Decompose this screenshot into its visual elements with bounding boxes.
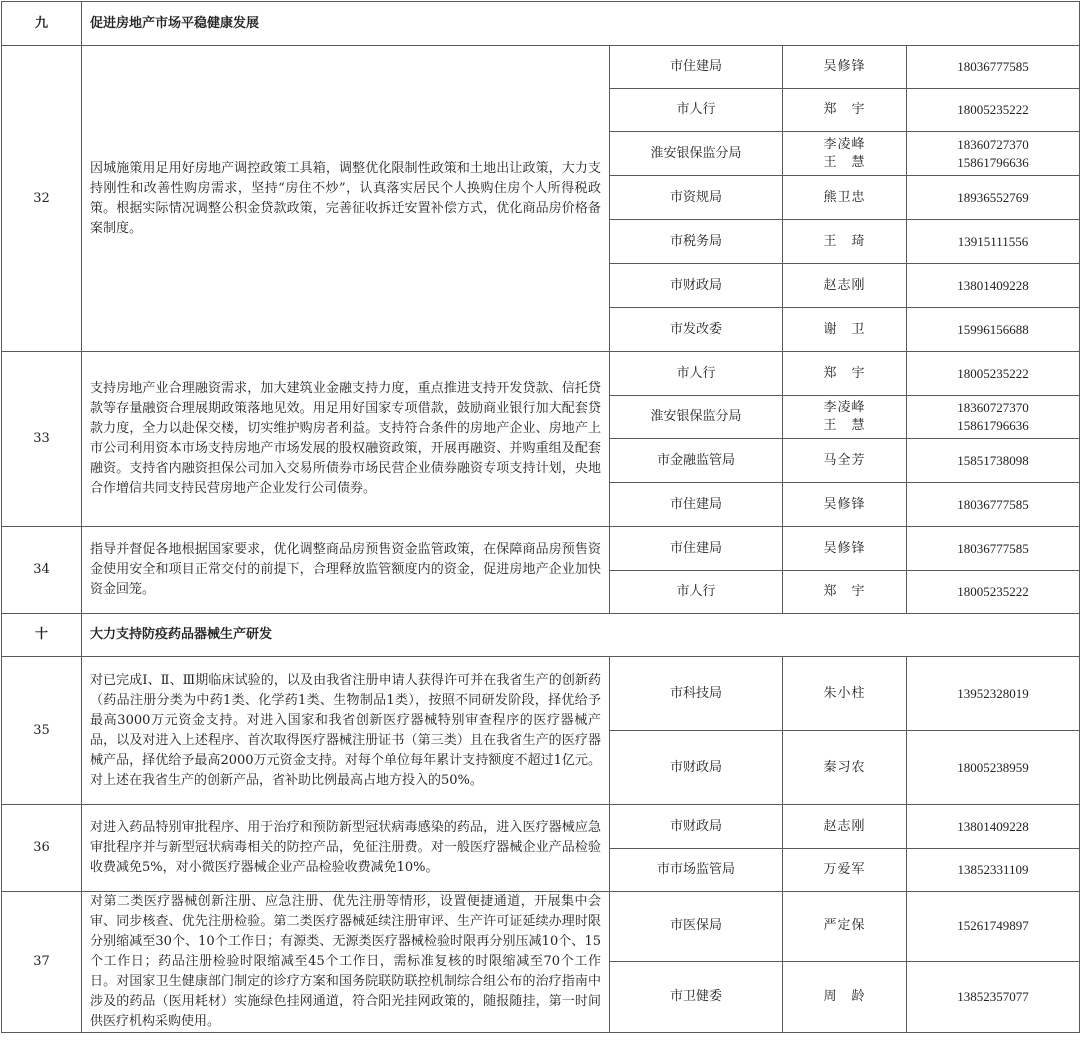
contact-phone: 18036777585 — [957, 540, 1029, 556]
contact-person-cell — [783, 805, 907, 849]
responsible-agency: 市资规局 — [610, 176, 783, 220]
item-number: 37 — [2, 892, 82, 1033]
contact-person-cell — [783, 731, 907, 805]
contact-row — [2, 527, 1080, 571]
contact-person-cell — [783, 308, 907, 352]
contact-person: 李凌峰 — [823, 400, 866, 415]
responsible-agency: 市人行 — [610, 352, 783, 396]
item-description: 指导并督促各地根据国家要求，优化调整商品房预售资金监管政策，在保障商品房预售资金使用安全和项目正常交付的前提下，合理释放监管额度内的资金，促进房地产企业加快资金回笼。 — [82, 527, 610, 614]
contact-person-cell — [783, 46, 907, 89]
contact-phone: 13852331109 — [957, 862, 1029, 877]
contact-person: 赵志刚 — [823, 277, 866, 293]
contact-person-cell — [783, 657, 907, 731]
contact-person-cell — [783, 352, 907, 396]
item-description: 支持房地产业合理融资需求，加大建筑业金融支持力度，重点推进支持开发贷款、信托贷款等存量融资合理展期政策落地见效。用足用好国家专项借款，鼓励商业银行加大配套贷款力度，全力以赴保交楼，切实维护购房者利益。支持符合条件的房地产企业、房地产上市公司利用资本市场支持房地产市场发展的股权融资政策，开展再融资、并购重组及配套融资。支持省内融资担保公司加入交易所债券市场民营企业债券融资专项支持计划，央地合作增信共同支持民营房地产企业发行公司债券。 — [82, 352, 610, 527]
contact-person-cell — [783, 892, 907, 962]
contact-person-cell — [783, 527, 907, 571]
contact-person-cell — [783, 396, 907, 439]
contact-phone: 18005238959 — [957, 759, 1029, 775]
contact-phone-cell — [907, 731, 1080, 805]
responsible-agency: 市住建局 — [610, 483, 783, 527]
policy-table-body — [2, 2, 1080, 1033]
section-header-row — [2, 614, 1080, 657]
item-description: 对已完成Ⅰ、Ⅱ、Ⅲ期临床试验的，以及由我省注册申请人获得许可并在我省生产的创新药（药品注册分类为中药1类、化学药1类、生物制品1类），按照不同研发阶段，择优给予最高3000万元资金支持。对进入国家和我省创新医疗器械特别审查程序的医疗器械产品，以及对进入上述程序、首次取得医疗器械注册证书（第三类）且在我省生产的医疗器械产品，择优给予最高2000万元资金支持。对每个单位每年累计支持额度不超过1亿元。对上述在我省生产的创新产品，省补助比例最高占地方投入的50%。 — [82, 657, 610, 805]
contact-person: 王 慧 — [823, 418, 866, 433]
contact-phone-cell — [907, 657, 1080, 731]
contact-phone-cell — [907, 961, 1080, 1032]
contact-person: 吴修锋 — [823, 496, 866, 512]
contact-person-cell — [783, 132, 907, 176]
policy-contact-table — [1, 1, 1080, 1033]
responsible-agency: 市住建局 — [610, 527, 783, 571]
contact-phone-cell — [907, 483, 1080, 527]
contact-phone: 13801409228 — [957, 277, 1029, 293]
responsible-agency: 市医保局 — [610, 892, 783, 962]
contact-phone: 15851738098 — [957, 452, 1029, 468]
contact-phone-cell — [907, 264, 1080, 308]
section-number: 九 — [2, 2, 82, 46]
contact-person: 秦习农 — [823, 759, 866, 775]
contact-phone: 18360727370 — [957, 400, 1029, 415]
contact-person: 吴修锋 — [823, 540, 866, 556]
responsible-agency: 市人行 — [610, 571, 783, 614]
contact-person-cell — [783, 439, 907, 483]
contact-phone: 18005235222 — [957, 584, 1029, 599]
contact-phone: 18005235222 — [957, 365, 1029, 381]
item-number: 32 — [2, 46, 82, 352]
responsible-agency: 市发改委 — [610, 308, 783, 352]
contact-phone: 13852357077 — [957, 988, 1029, 1004]
contact-person-cell — [783, 961, 907, 1032]
contact-phone-cell — [907, 892, 1080, 962]
responsible-agency: 市财政局 — [610, 805, 783, 849]
contact-person-cell — [783, 89, 907, 132]
contact-phone: 15861796636 — [957, 418, 1029, 433]
contact-phone: 18036777585 — [957, 496, 1029, 512]
responsible-agency: 市科技局 — [610, 657, 783, 731]
item-number: 35 — [2, 657, 82, 805]
contact-phone-cell — [907, 220, 1080, 264]
contact-person: 王 慧 — [823, 154, 866, 170]
contact-phone-cell — [907, 396, 1080, 439]
contact-phone: 18005235222 — [957, 102, 1029, 117]
contact-phone: 18360727370 — [957, 136, 1029, 152]
contact-row — [2, 46, 1080, 89]
responsible-agency: 淮安银保监分局 — [610, 396, 783, 439]
responsible-agency: 市住建局 — [610, 46, 783, 89]
contact-person: 吴修锋 — [823, 59, 866, 74]
contact-phone: 13952328019 — [957, 685, 1029, 701]
contact-phone: 15861796636 — [957, 154, 1029, 170]
responsible-agency: 市金融监管局 — [610, 439, 783, 483]
contact-phone-cell — [907, 571, 1080, 614]
contact-row — [2, 352, 1080, 396]
item-description: 对进入药品特别审批程序、用于治疗和预防新型冠状病毒感染的药品，进入医疗器械应急审批程序并与新型冠状病毒相关的防控产品，免征注册费。对一般医疗器械企业产品检验收费减免5%，对小微医疗器械企业产品检验收费减免10%。 — [82, 805, 610, 892]
contact-phone: 13801409228 — [957, 818, 1029, 834]
contact-row — [2, 657, 1080, 731]
contact-phone-cell — [907, 132, 1080, 176]
section-title: 促进房地产市场平稳健康发展 — [82, 2, 1080, 46]
contact-phone-cell — [907, 176, 1080, 220]
item-number: 34 — [2, 527, 82, 614]
contact-person: 郑 宇 — [823, 102, 866, 117]
contact-person: 朱小柱 — [823, 685, 866, 701]
contact-phone: 13915111556 — [957, 233, 1029, 249]
responsible-agency: 淮安银保监分局 — [610, 132, 783, 176]
responsible-agency: 市人行 — [610, 89, 783, 132]
responsible-agency: 市市场监管局 — [610, 849, 783, 892]
section-number: 十 — [2, 614, 82, 657]
contact-phone-cell — [907, 46, 1080, 89]
responsible-agency: 市财政局 — [610, 731, 783, 805]
contact-person: 李凌峰 — [823, 136, 866, 152]
contact-row — [2, 892, 1080, 962]
contact-person-cell — [783, 176, 907, 220]
contact-person-cell — [783, 849, 907, 892]
contact-person-cell — [783, 483, 907, 527]
contact-phone-cell — [907, 805, 1080, 849]
responsible-agency: 市税务局 — [610, 220, 783, 264]
contact-person: 严定保 — [823, 918, 866, 934]
contact-phone-cell — [907, 849, 1080, 892]
contact-phone: 15261749897 — [957, 918, 1029, 934]
contact-person: 王 琦 — [823, 233, 866, 249]
contact-person: 郑 宇 — [823, 365, 866, 381]
item-description: 对第二类医疗器械创新注册、应急注册、优先注册等情形，设置便捷通道，开展集中会审、同步核查、优先注册检验。第二类医疗器械延续注册审评、生产许可证延续办理时限分别缩减至30个、10个工作日；有源类、无源类医疗器械检验时限再分别压减10个、15个工作日；药品注册检验时限缩减至45个工作日，需标准复核的时限缩减至70个工作日。对国家卫生健康部门制定的诊疗方案和国务院联防联控机制综合组公布的治疗指南中涉及的药品（医用耗材）实施绿色挂网通道，符合阳光挂网政策的，随报随挂，第一时间供医疗机构采购使用。 — [82, 892, 610, 1033]
item-number: 33 — [2, 352, 82, 527]
contact-phone: 15996156688 — [957, 321, 1029, 337]
responsible-agency: 市卫健委 — [610, 961, 783, 1032]
contact-person-cell — [783, 571, 907, 614]
contact-phone-cell — [907, 308, 1080, 352]
contact-phone: 18036777585 — [957, 59, 1029, 74]
responsible-agency: 市财政局 — [610, 264, 783, 308]
contact-person: 赵志刚 — [823, 818, 866, 834]
contact-phone: 18936552769 — [957, 189, 1029, 205]
contact-person-cell — [783, 264, 907, 308]
section-title: 大力支持防疫药品器械生产研发 — [82, 614, 1080, 657]
contact-phone-cell — [907, 352, 1080, 396]
section-header-row — [2, 2, 1080, 46]
contact-person: 谢 卫 — [823, 321, 866, 337]
item-number: 36 — [2, 805, 82, 892]
contact-person: 郑 宇 — [823, 584, 866, 599]
contact-phone-cell — [907, 439, 1080, 483]
contact-phone-cell — [907, 527, 1080, 571]
contact-person: 周 龄 — [823, 988, 866, 1004]
contact-person: 熊卫忠 — [823, 189, 866, 205]
contact-row — [2, 805, 1080, 849]
contact-person-cell — [783, 220, 907, 264]
contact-person: 万爱军 — [823, 862, 866, 877]
item-description: 因城施策用足用好房地产调控政策工具箱，调整优化限制性政策和土地出让政策，大力支持刚性和改善性购房需求，坚持“房住不炒”，认真落实居民个人换购住房个人所得税政策。根据实际情况调整公积金贷款政策，完善征收拆迁安置补偿方式，优化商品房价格备案制度。 — [82, 46, 610, 352]
contact-phone-cell — [907, 89, 1080, 132]
contact-person: 马全芳 — [823, 452, 866, 468]
